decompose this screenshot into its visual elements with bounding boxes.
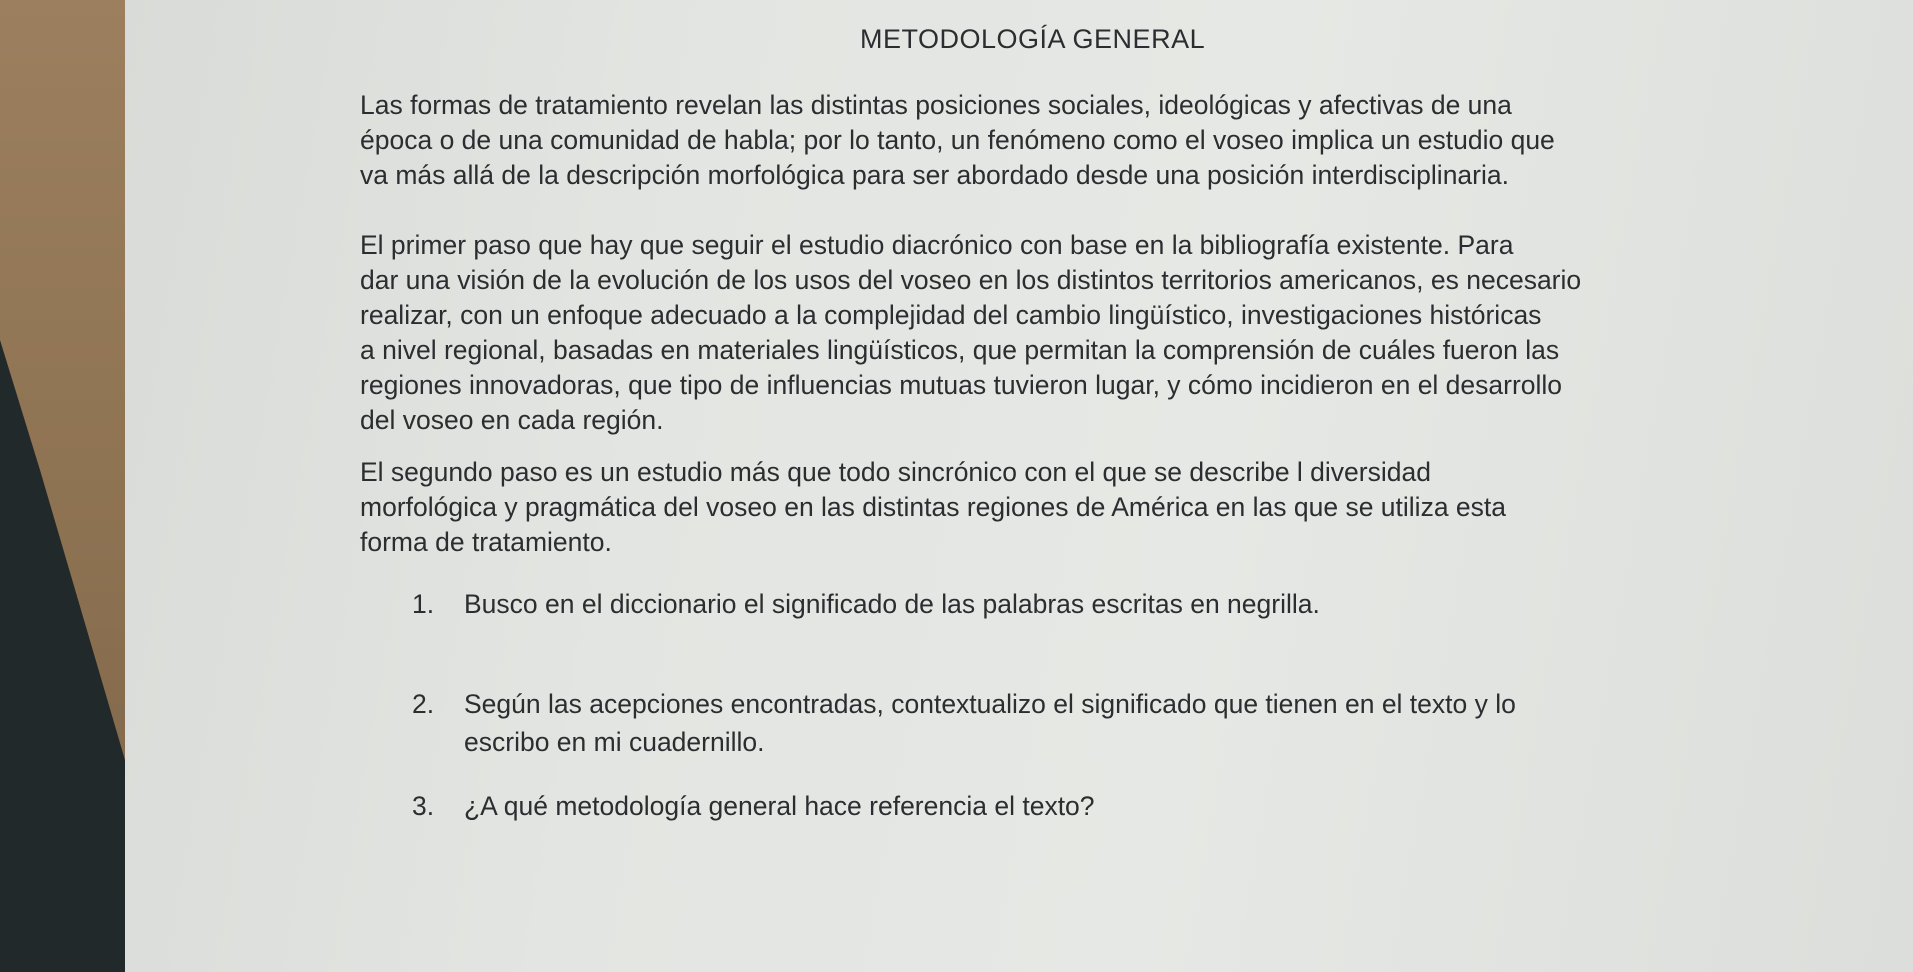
page-title: METODOLOGÍA GENERAL <box>860 24 1206 54</box>
paragraph-line: forma de tratamiento. <box>360 527 612 557</box>
paragraph-line: El segundo paso es un estudio más que todo sincrónico con el que se describe l diversidad <box>360 457 1431 487</box>
paragraph-line: época o de una comunidad de habla; por lo tanto, un fenómeno como el voseo implica un estudio que <box>360 125 1555 155</box>
paragraph-line: realizar, con un enfoque adecuado a la complejidad del cambio lingüístico, investigaciones históricas <box>360 300 1542 330</box>
list-text: escribo en mi cuadernillo. <box>464 727 765 757</box>
list-number: 1. <box>412 589 435 619</box>
list-number: 2. <box>412 689 435 719</box>
paragraph-2 <box>360 228 1680 438</box>
paragraph-line: dar una visión de la evolución de los usos del voseo en los distintos territorios americanos, es necesario <box>360 265 1582 295</box>
list-text: Busco en el diccionario el significado de las palabras escritas en negrilla. <box>464 589 1320 619</box>
list-text: Según las acepciones encontradas, contextualizo el significado que tienen en el texto y lo <box>464 689 1516 719</box>
paragraph-line: Las formas de tratamiento revelan las distintas posiciones sociales, ideológicas y afectivas de una <box>360 90 1512 120</box>
list-item-3 <box>412 787 1095 825</box>
paragraph-3 <box>360 455 1680 560</box>
list-item-1 <box>412 585 1320 623</box>
paragraph-1 <box>360 88 1680 193</box>
paragraph-line: regiones innovadoras, que tipo de influencias mutuas tuvieron lugar, y cómo incidieron en el desarrollo <box>360 370 1563 400</box>
list-text: ¿A qué metodología general hace referencia el texto? <box>464 791 1095 821</box>
list-number: 3. <box>412 791 435 821</box>
paragraph-line: a nivel regional, basadas en materiales lingüísticos, que permitan la comprensión de cuáles fueron las <box>360 335 1560 365</box>
paragraph-line: El primer paso que hay que seguir el estudio diacrónico con base en la bibliografía existente. Para <box>360 230 1514 260</box>
list-item-2 <box>412 685 1516 761</box>
paragraph-line: del voseo en cada región. <box>360 405 664 435</box>
paragraph-line: va más allá de la descripción morfológica para ser abordado desde una posición interdisciplinaria. <box>360 160 1509 190</box>
paragraph-line: morfológica y pragmática del voseo en las distintas regiones de América en las que se utiliza esta <box>360 492 1507 522</box>
